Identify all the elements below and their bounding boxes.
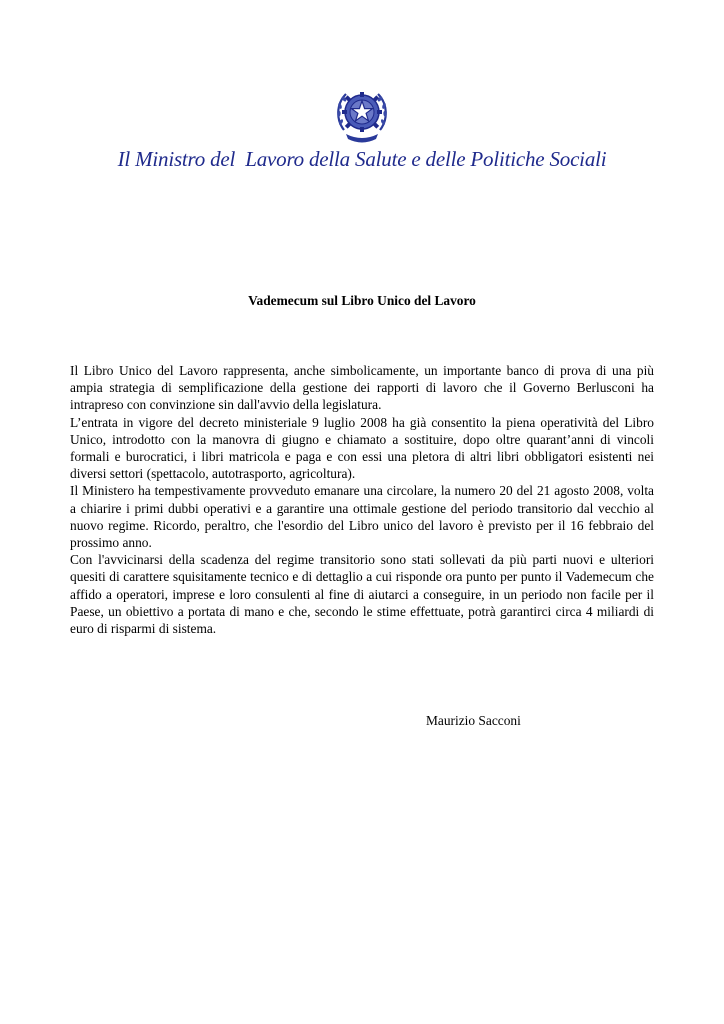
italian-republic-emblem-icon <box>334 84 390 146</box>
signature: Maurizio Sacconi <box>426 713 521 728</box>
paragraph: Con l'avvicinarsi della scadenza del regime transitorio sono stati sollevati da più parti nuovi e ulteriori quesiti di carattere squisitamente tecnico e di dettaglio a cui risponde ora punto per punto il Vademecum che affido a operatori, imprese e loro consulenti al fine di aiutarci a conseguire, in un periodo non facile per il Paese, un obiettivo a portata di mano e che, secondo le stime effettuate, potrà garantirci circa 4 miliardi di euro di risparmi di sistema. <box>70 552 654 637</box>
document-body <box>70 362 654 637</box>
paragraph: L’entrata in vigore del decreto ministeriale 9 luglio 2008 ha già consentito la piena operatività del Libro Unico, introdotto con la manovra di giugno e chiamato a sostituire, dopo oltre quarant’anni di vincoli formali e burocratici, i libri matricola e paga e con essi una pletora di altri libri obbligatori esistenti nei diversi settori (spettacolo, autotrasporto, agricoltura). <box>70 414 654 482</box>
paragraph: Il Libro Unico del Lavoro rappresenta, anche simbolicamente, un importante banco di prova di una più ampia strategia di semplificazione della gestione dei rapporti di lavoro che il Governo Berlusconi ha intrapreso con convinzione sin dall'avvio della legislatura. <box>70 363 654 413</box>
paragraph: Il Ministero ha tempestivamente provveduto emanare una circolare, la numero 20 del 21 agosto 2008, volta a chiarire i primi dubbi operativi e a garantire una ottimale gestione del periodo transitorio dal vecchio al nuovo regime. Ricordo, peraltro, che l'esordio del Libro unico del lavoro è previsto per il 16 febbraio del prossimo anno. <box>70 483 654 551</box>
document-title: Vademecum sul Libro Unico del Lavoro <box>248 293 476 308</box>
ministry-title: Il Ministro del Lavoro della Salute e delle Politiche Sociali <box>117 147 607 171</box>
